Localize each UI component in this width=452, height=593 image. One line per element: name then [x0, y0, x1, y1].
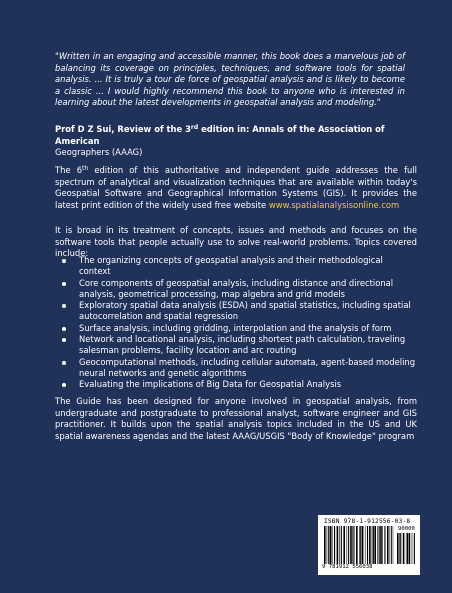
- barcode-addon-digits: 90000: [398, 526, 415, 532]
- reviewer-name: Prof D Z Sui, Review of the 3rd edition in: Annals of the Association of American: [55, 124, 385, 146]
- barcode-addon-bars-icon: [397, 533, 415, 564]
- bullet-icon: [62, 282, 66, 286]
- scope-paragraph: It is broad in its treatment of concepts, issues and methods and focuses on the software tools that people actually use to solve real-world problems. Topics covered include:: [55, 225, 417, 258]
- barcode-digits: 9 781912 556038: [322, 564, 373, 570]
- audience-paragraph: The Guide has been designed for anyone involved in geospatial analysis, from undergraduate and postgraduate to professional analyst, software engineer and GIS practitioner. It builds upon the spatial analysis topics included in the US and UK spatial awareness agendas and the latest AAAG/USGIS "Body of Knowledge" program: [55, 396, 417, 441]
- list-item: Network and locational analysis, including shortest path calculation, traveling salesman problems, facility location and arc routing: [62, 334, 417, 357]
- isbn-text: ISBN 978-1-912556-03-8: [324, 518, 411, 525]
- isbn-barcode: [318, 515, 420, 575]
- barcode-bars-icon: [324, 526, 394, 564]
- list-item: The organizing concepts of geospatial analysis and their methodological context: [62, 255, 417, 278]
- list-item: Evaluating the implications of Big Data for Geospatial Analysis: [62, 379, 417, 390]
- bullet-icon: [62, 338, 66, 342]
- reviewer-org: Geographers (AAAG): [55, 147, 143, 157]
- list-item: Geocomputational methods, including cellular automata, agent-based modeling neural networks and genetic algorithms: [62, 357, 417, 380]
- list-item: Exploratory spatial data analysis (ESDA) and spatial statistics, including spatial autocorrelation and spatial regression: [62, 300, 417, 323]
- bullet-icon: [62, 259, 66, 263]
- website-link[interactable]: www.spatialanalysisonline.com: [268, 199, 400, 210]
- topics-list: [62, 255, 417, 391]
- bullet-icon: [62, 361, 66, 365]
- review-quote: "Written in an engaging and accessible manner, this book does a marvelous job of balancing its coverage on principles, techniques, and software tools for spatial analysis. ... It is truly a tour de force of geospatial analysis and is likely to become a classic ... I would highly recommend this book to anyone who is interested in learning about the latest developments in geospatial analysis and modeling.": [55, 51, 405, 107]
- review-attribution: [55, 124, 415, 159]
- list-item: Surface analysis, including gridding, interpolation and the analysis of form: [62, 323, 417, 334]
- bullet-icon: [62, 383, 66, 387]
- intro-paragraph: The 6th edition of this authoritative and independent guide addresses the full spectrum of analytical and visualization techniques that are available within today's Geospatial Software and Geographical Information Systems (GIS). It provides the latest print edition of the widely used free website www.spatialanalysisonline.com: [55, 165, 417, 210]
- bullet-icon: [62, 327, 66, 331]
- list-item: Core components of geospatial analysis, including distance and directional analysis, geometrical processing, map algebra and grid models: [62, 278, 417, 301]
- bullet-icon: [62, 304, 66, 308]
